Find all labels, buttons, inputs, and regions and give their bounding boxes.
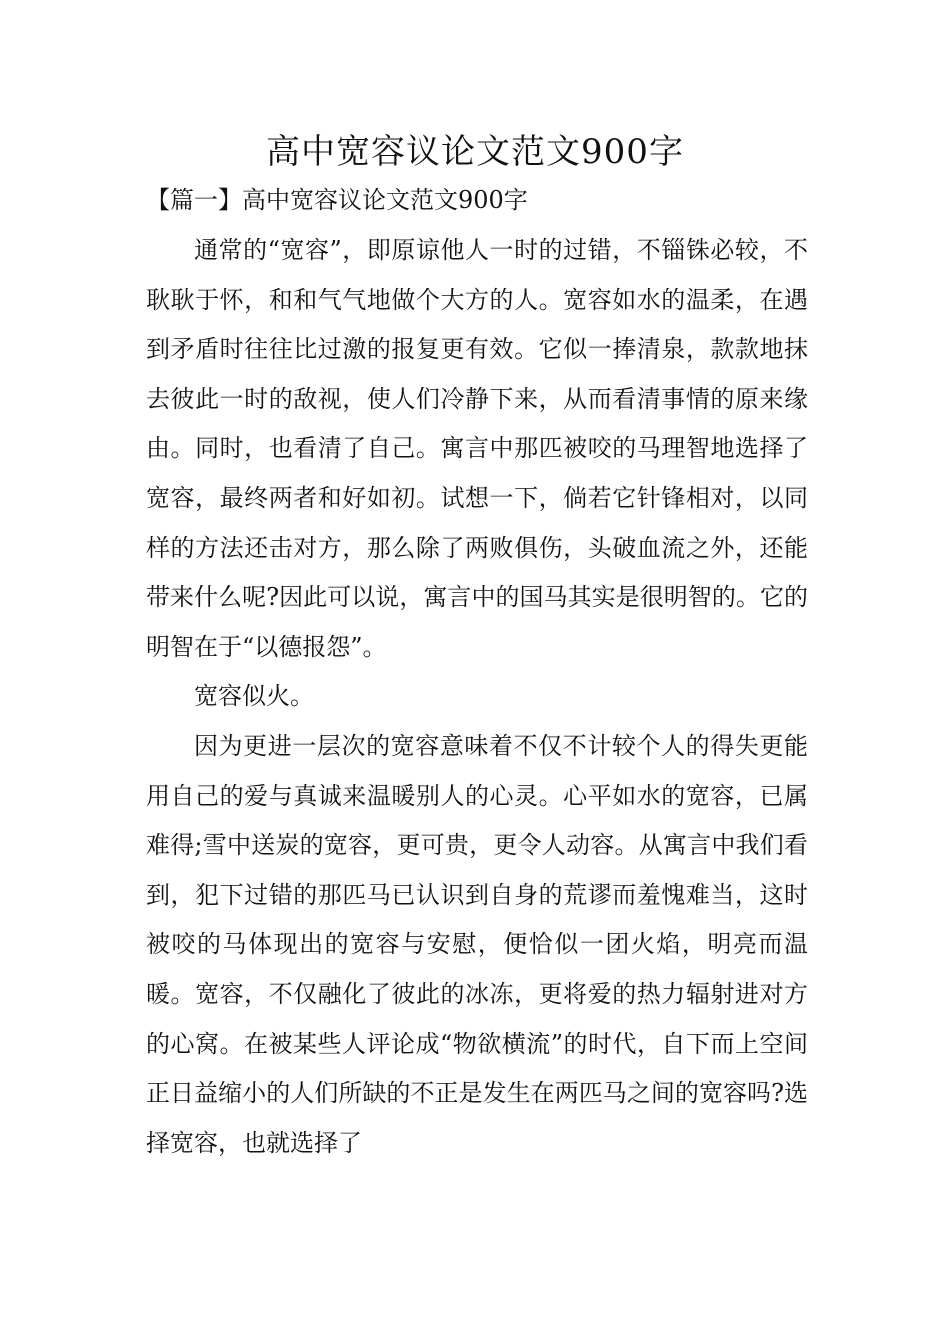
- paragraph-3: 因为更进一层次的宽容意味着不仅不计较个人的得失更能用自己的爱与真诚来温暖别人的心灵。心平如水的宽容，已属难得;雪中送炭的宽容，更可贵，更令人动容。从寓言中我们看到，犯下过错的那匹马已认识到自身的荒谬而羞愧难当，这时被咬的马体现出的宽容与安慰，便恰似一团火焰，明亮而温暖。宽容，不仅融化了彼此的冰冻，更将爱的热力辐射进对方的心窝。在被某些人评论成“物欲横流”的时代，自下而上空间正日益缩小的人们所缺的不正是发生在两匹马之间的宽容吗?选择宽容，也就选择了: [146, 731, 808, 1157]
- document-body: [146, 226, 808, 1168]
- section-heading: 【篇一】高中宽容议论文范文900字: [146, 186, 528, 214]
- paragraph-2: 宽容似火。: [194, 682, 314, 711]
- document-title: 高中宽容议论文范文900字: [266, 132, 684, 172]
- paragraph-1: 通常的“宽容”，即原谅他人一时的过错，不锱铢必较，不耿耿于怀，和和气气地做个大方的人。宽容如水的温柔，在遇到矛盾时往往比过激的报复更有效。它似一捧清泉，款款地抹去彼此一时的敌视，使人们冷静下来，从而看清事情的原来缘由。同时，也看清了自己。寓言中那匹被咬的马理智地选择了宽容，最终两者和好如初。试想一下，倘若它针锋相对，以同样的方法还击对方，那么除了两败俱伤，头破血流之外，还能带来什么呢?因此可以说，寓言中的国马其实是很明智的。它的明智在于“以德报怨”。: [146, 236, 808, 661]
